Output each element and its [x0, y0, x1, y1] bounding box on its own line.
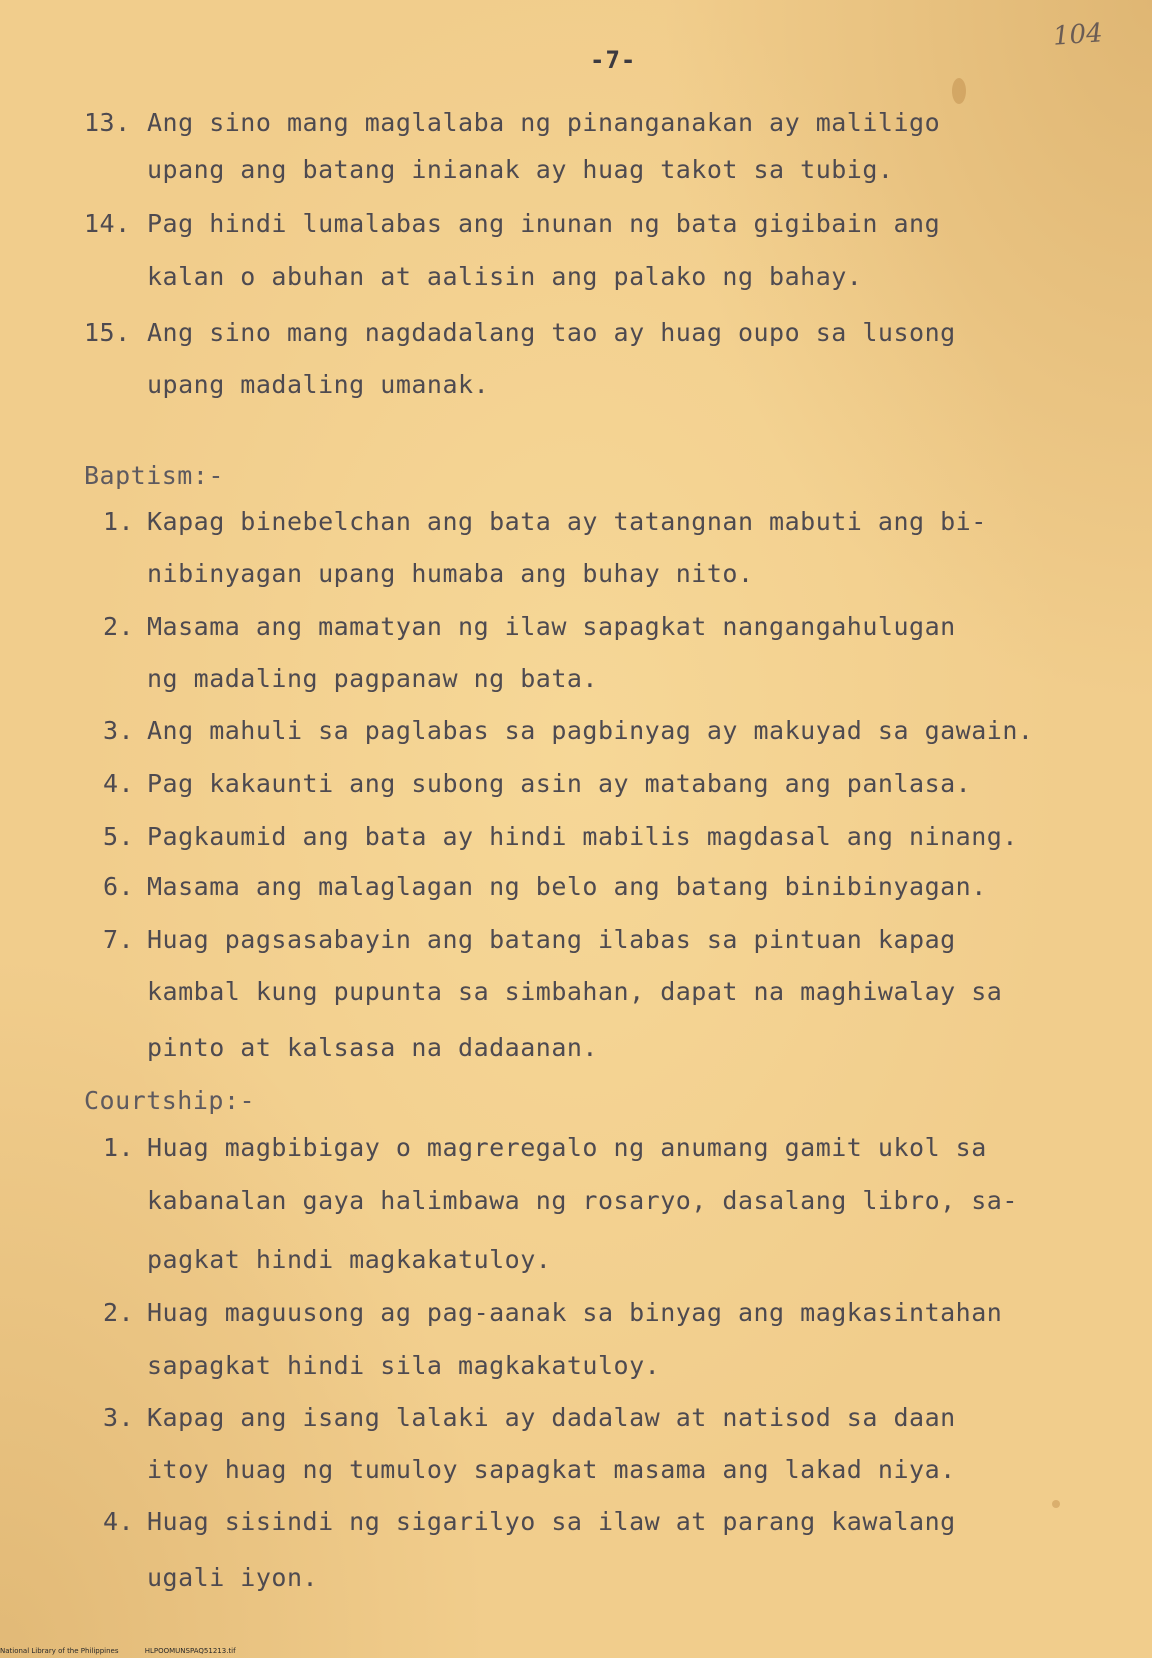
- footer-file-id: HLPOOMUNSPAQ51213.tif: [144, 1647, 236, 1655]
- item-text-line: upang ang batang inianak ay huag takot sa tubig.: [147, 155, 894, 184]
- item-text-line: Ang mahuli sa paglabas sa pagbinyag ay makuyad sa gawain.: [147, 716, 1034, 745]
- page-number: -7-: [590, 46, 637, 74]
- item-text-line: upang madaling umanak.: [147, 370, 490, 399]
- item-text-line: kambal kung pupunta sa simbahan, dapat na maghiwalay sa: [147, 977, 1003, 1006]
- item-number: 2.: [103, 612, 135, 641]
- item-number: 15.: [84, 318, 131, 347]
- footer-institution: National Library of the Philippines: [0, 1647, 119, 1655]
- item-text-line: Huag maguusong ag pag-aanak sa binyag ang magkasintahan: [147, 1298, 1003, 1327]
- item-number: 4.: [103, 1507, 135, 1536]
- item-text-line: kalan o abuhan at aalisin ang palako ng bahay.: [147, 262, 863, 291]
- item-number: 1.: [103, 507, 135, 536]
- item-text-line: Pag kakaunti ang subong asin ay matabang ang panlasa.: [147, 769, 972, 798]
- item-number: 5.: [103, 822, 135, 851]
- section-heading-courtship: Courtship:-: [84, 1086, 256, 1115]
- paper-stain: [1052, 1500, 1060, 1508]
- item-text-line: Masama ang mamatyan ng ilaw sapagkat nangangahulugan: [147, 612, 956, 641]
- item-text-line: Pagkaumid ang bata ay hindi mabilis magdasal ang ninang.: [147, 822, 1018, 851]
- item-number: 7.: [103, 925, 135, 954]
- item-number: 1.: [103, 1133, 135, 1162]
- item-text-line: ng madaling pagpanaw ng bata.: [147, 664, 598, 693]
- item-number: 3.: [103, 716, 135, 745]
- item-number: 14.: [84, 209, 131, 238]
- item-number: 13.: [84, 108, 131, 137]
- item-text-line: Masama ang malaglagan ng belo ang batang binibinyagan.: [147, 872, 987, 901]
- item-text-line: pinto at kalsasa na dadaanan.: [147, 1033, 598, 1062]
- item-text-line: kabanalan gaya halimbawa ng rosaryo, dasalang libro, sa-: [147, 1186, 1018, 1215]
- item-text-line: itoy huag ng tumuloy sapagkat masama ang lakad niya.: [147, 1455, 956, 1484]
- item-text-line: Huag pagsasabayin ang batang ilabas sa pintuan kapag: [147, 925, 956, 954]
- paper-stain: [952, 78, 966, 104]
- item-text-line: nibinyagan upang humaba ang buhay nito.: [147, 559, 754, 588]
- item-text-line: Kapag ang isang lalaki ay dadalaw at natisod sa daan: [147, 1403, 956, 1432]
- item-text-line: sapagkat hindi sila magkakatuloy.: [147, 1351, 661, 1380]
- item-text-line: Kapag binebelchan ang bata ay tatangnan mabuti ang bi-: [147, 507, 987, 536]
- item-text-line: Ang sino mang maglalaba ng pinanganakan ay maliligo: [147, 108, 941, 137]
- archive-page-number: 104: [1052, 18, 1104, 52]
- item-number: 3.: [103, 1403, 135, 1432]
- item-text-line: Pag hindi lumalabas ang inunan ng bata gigibain ang: [147, 209, 941, 238]
- item-text-line: ugali iyon.: [147, 1563, 319, 1592]
- item-number: 2.: [103, 1298, 135, 1327]
- item-number: 6.: [103, 872, 135, 901]
- item-number: 4.: [103, 769, 135, 798]
- section-heading-baptism: Baptism:-: [84, 461, 224, 490]
- item-text-line: Huag magbibigay o magreregalo ng anumang gamit ukol sa: [147, 1133, 987, 1162]
- item-text-line: Ang sino mang nagdadalang tao ay huag oupo sa lusong: [147, 318, 956, 347]
- scan-footer: [0, 1647, 260, 1655]
- item-text-line: pagkat hindi magkakatuloy.: [147, 1245, 552, 1274]
- item-text-line: Huag sisindi ng sigarilyo sa ilaw at parang kawalang: [147, 1507, 956, 1536]
